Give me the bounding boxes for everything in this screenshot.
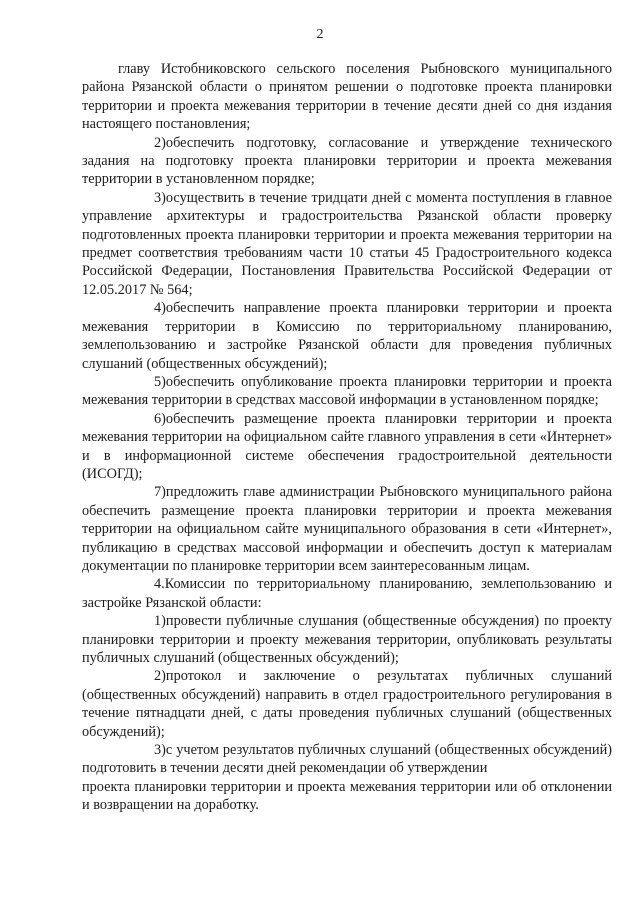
item-number: 4)	[154, 300, 166, 317]
paragraph-text: предложить главе администрации Рыбновского муниципального района обеспечить размещение проекта планировки территории и проекта межевания территории на официальном сайте муниципального образования в сети «Интернет», публикацию в средствах массовой информации и обеспечить доступ к материалам документации по планировке территории всем заинтересованным лицам.	[82, 484, 612, 574]
item-number: 3)	[154, 189, 166, 206]
section-number: 4.	[154, 576, 165, 593]
item-number: 6)	[154, 410, 166, 427]
paragraph-item	[82, 373, 612, 410]
paragraph-continuation	[82, 60, 612, 134]
paragraph-text: обеспечить размещение проекта планировки территории и проекта межевания территории на официальном сайте главного управления в сети «Интернет» и в информационной системе обеспечения градостроительной деятельности (ИСОГД);	[82, 410, 612, 482]
paragraph-text: обеспечить подготовку, согласование и утверждение технического задания на подготовку проекта планировки территории и проекта межевания территории в установленном порядке;	[82, 134, 612, 188]
paragraph-text: главу Истобниковского сельского поселения Рыбновского муниципального района Рязанской области о принятом решении о подготовке проекта планировки территории и проекта межевания территории в течение десяти дней со дня издания настоящего постановления;	[82, 61, 612, 133]
paragraph-item	[82, 189, 612, 299]
paragraph-text: с учетом результатов публичных слушаний (общественных обсуждений) подготовить в течении десяти дней рекомендации об утверждении	[82, 742, 612, 777]
item-number: 3)	[154, 742, 166, 759]
paragraph-section	[82, 575, 612, 612]
paragraph-item	[82, 667, 612, 741]
paragraph-text: осуществить в течение тридцати дней с момента поступления в главное управление архитектуры и градостроительства Рязанской области проверку подготовленных проекта планировки территории и проекта межевания территории на предмет соответствия требованиям части 10 статьи 45 Градостроительного кодекса Российской Федерации, Постановления Правительства Российской Федерации от 12.05.2017 № 564;	[82, 189, 612, 298]
paragraph-text: обеспечить опубликование проекта планировки территории и проекта межевания территории в средствах массовой информации в установленном порядке;	[82, 373, 612, 409]
paragraph-item	[82, 741, 612, 778]
paragraph-item	[82, 612, 612, 667]
paragraph-text: протокол и заключение о результатах публичных слушаний (общественных обсуждений) направить в отдел градостроительного регулирования в течение пятнадцати дней, с даты проведения публичных слушаний (общественных обсуждений);	[82, 668, 612, 740]
paragraph-text: провести публичные слушания (общественные обсуждения) по проекту планировки территории и проекту межевания территории, опубликовать результаты публичных слушаний (общественных обсуждений);	[82, 613, 612, 666]
item-number: 2)	[154, 668, 166, 685]
paragraph-text: Комиссии по территориальному планированию, землепользованию и застройке Рязанской области:	[82, 576, 612, 611]
item-number: 5)	[154, 373, 166, 390]
document-body	[82, 60, 612, 815]
paragraph-item	[82, 483, 612, 575]
item-number: 7)	[154, 484, 166, 501]
item-number: 2)	[154, 134, 166, 151]
page-number: 2	[316, 27, 324, 42]
paragraph-item	[82, 299, 612, 373]
item-number: 1)	[154, 613, 166, 630]
paragraph-item	[82, 410, 612, 484]
paragraph-final: проекта планировки территории и проекта межевания территории или об отклонении и возвращении на доработку.	[82, 778, 612, 814]
paragraph-text: обеспечить направление проекта планировки территории и проекта межевания территории в Комиссию по территориальному планированию, землепользованию и застройке Рязанской области для проведения публичных слушаний (общественных обсуждений);	[82, 300, 612, 372]
paragraph-item	[82, 134, 612, 189]
